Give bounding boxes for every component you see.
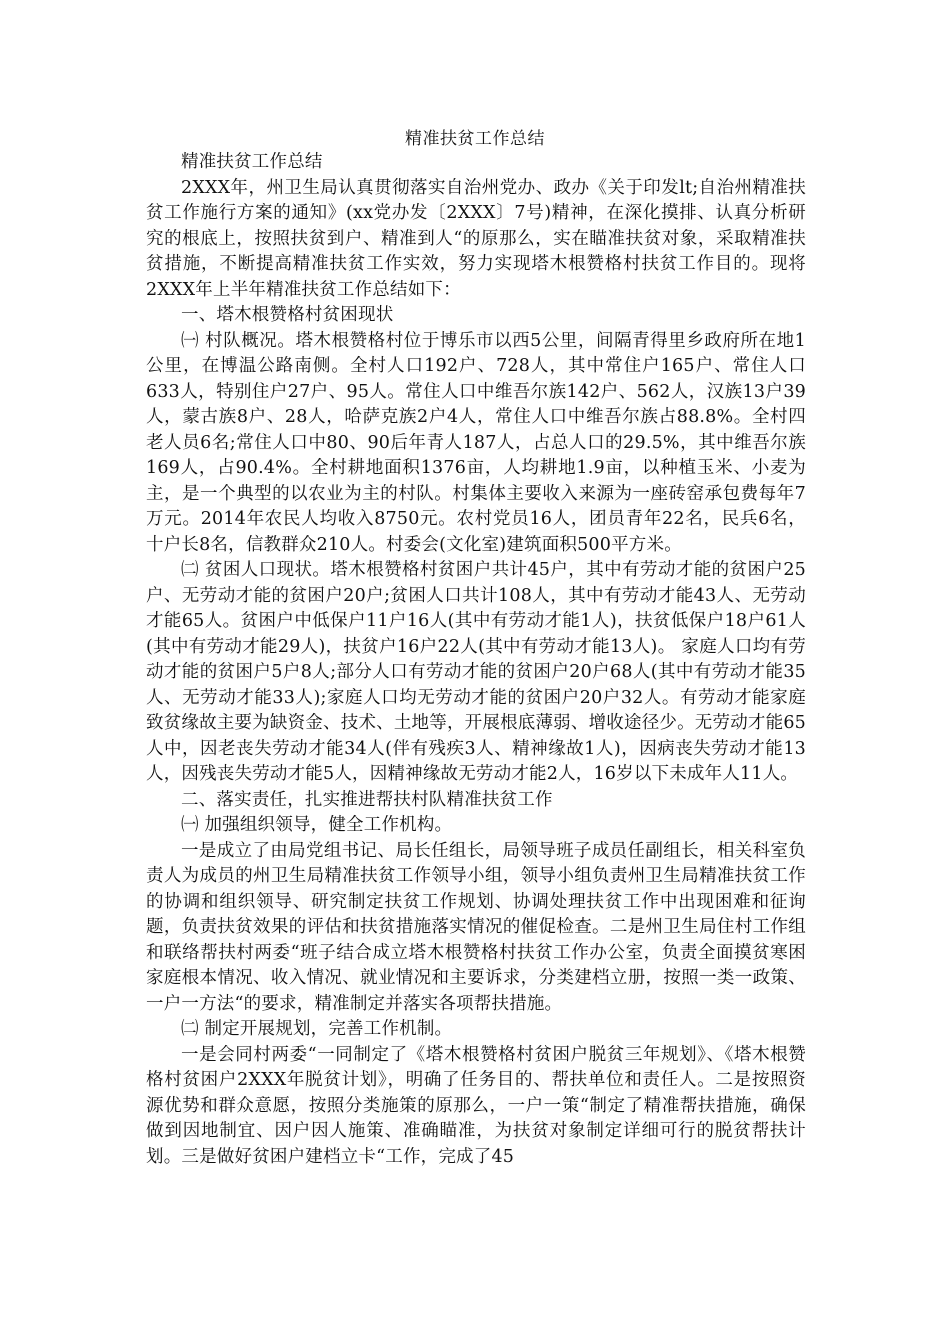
planning-paragraph: 一是会同村两委“一同制定了《塔木根赞格村贫困户脱贫三年规划》、《塔木根赞格村贫困户2XXX年脱贫计划》，明确了任务目的、帮扶单位和责任人。二是按照资源优势和群众意愿，按照分类施策的原那么，一户一策“制定了精准帮扶措施，确保做到因地制宜、因户因人施策、准确瞄准，为扶贫对象制定详细可行的脱贫帮扶计划。三是做好贫困户建档立卡“工作，完成了45 xyxy=(146,1044,806,1167)
subtitle-paragraph: 精准扶贫工作总结 xyxy=(181,152,323,172)
document-title: 精准扶贫工作总结 xyxy=(405,129,545,149)
section-heading-1: 一、塔木根赞格村贫困现状 xyxy=(181,305,394,325)
subheading-organization: ㈠ 加强组织领导，健全工作机构。 xyxy=(181,815,453,835)
section-heading-2: 二、落实责任，扎实推进帮扶村队精准扶贫工作 xyxy=(181,789,553,810)
village-overview-paragraph: ㈠ 村队概况。塔木根赞格村位于博乐市以西5公里，间隔青得里乡政府所在地1公里，在博温公路南侧。全村人口192户、728人，其中常住户165户、常住人口633人，特别住户27户、95人。常住人口中维吾尔族142户、562人，汉族13户39人，蒙古族8户、28人，哈萨克族2户4人，常住人口中维吾尔族占88.8%。全村四老人员6名;常住人口中80、90后年青人187人，占总人口的29.5%，其中维吾尔族169人，占90.4%。全村耕地面积1376亩，人均耕地1.9亩，以种植玉米、小麦为主，是一个典型的以农业为主的村队。村集体主要收入来源为一座砖窑承包费每年7万元。2014年农民人均收入8750元。农村党员16人，团员青年22名，民兵6名，十户长8名，信教群众210人。村委会(文化室)建筑面积500平方米。 xyxy=(146,330,806,555)
intro-paragraph: 2XXX年，州卫生局认真贯彻落实自治州党办、政办《关于印发lt;自治州精准扶贫工作施行方案的通知》(xx党办发〔2XXX〕7号)精神，在深化摸排、认真分析研究的根底上，按照扶贫到户、精准到人“的原那么，实在瞄准扶贫对象，采取精准扶贫措施，不断提高精准扶贫工作实效，努力实现塔木根赞格村扶贫工作目的。现将2XXX年上半年精准扶贫工作总结如下： xyxy=(146,177,806,300)
organization-paragraph: 一是成立了由局党组书记、局长任组长，局领导班子成员任副组长，相关科室负责人为成员的州卫生局精准扶贫工作领导小组，领导小组负责州卫生局精准扶贫工作的协调和组织领导、研究制定扶贫工作规划、协调处理扶贫工作中出现困难和征询题，负责扶贫效果的评估和扶贫措施落实情况的催促检查。二是州卫生局住村工作组和联络帮扶村两委“班子结合成立塔木根赞格村扶贫工作办公室，负责全面摸贫寒困家庭根本情况、收入情况、就业情况和主要诉求，分类建档立册，按照一类一政策、一户一方法“的要求，精准制定并落实各项帮扶措施。 xyxy=(146,840,806,1014)
subheading-planning: ㈡ 制定开展规划，完善工作机制。 xyxy=(181,1019,453,1039)
document-body xyxy=(146,150,806,1170)
poverty-status-paragraph: ㈡ 贫困人口现状。塔木根赞格村贫困户共计45户，其中有劳动才能的贫困户25户、无劳动才能的贫困户20户;贫困人口共计108人，其中有劳动才能43人、无劳动才能65人。贫困户中低保户11户16人(其中有劳动才能1人)，扶贫低保户18户61人(其中有劳动才能29人)，扶贫户16户22人(其中有劳动才能13人)。 家庭人口均有劳动才能的贫困户5户8人;部分人口有劳动才能的贫困户20户68人(其中有劳动才能35人、无劳动才能33人);家庭人口均无劳动才能的贫困户20户32人。有劳动才能家庭致贫缘故主要为缺资金、技术、土地等，开展根底薄弱、增收途径少。无劳动才能65人中，因老丧失劳动才能34人(伴有残疾3人、精神缘故1人)，因病丧失劳动才能13人，因残丧失劳动才能5人，因精神缘故无劳动才能2人，16岁以下未成年人11人。 xyxy=(146,560,806,784)
